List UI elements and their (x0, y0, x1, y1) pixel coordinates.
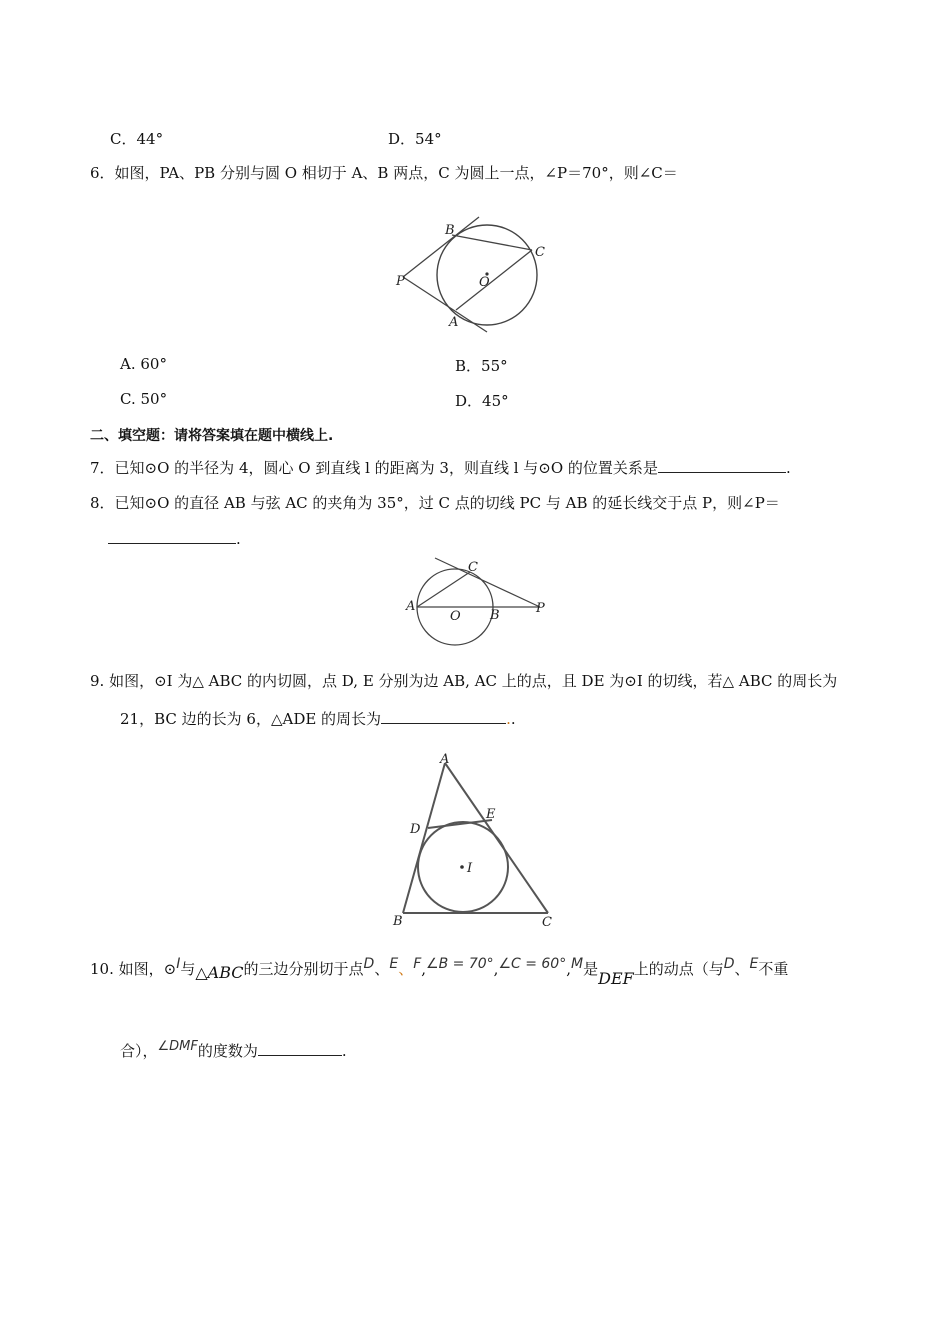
q10-math-m: M (571, 956, 584, 972)
q6-label-a: A (449, 315, 459, 330)
q8-figure (400, 555, 550, 650)
q8-answer-blank[interactable] (108, 529, 236, 544)
q9-answer-blank[interactable] (381, 709, 506, 724)
q10-line2-text: 合）， (120, 1042, 158, 1060)
q10-math-arc-def: DEF (598, 969, 634, 988)
q9-figure (390, 748, 565, 933)
q10-question-line1 (90, 956, 789, 988)
q10-math-angle-c: ∠C = 60° (498, 956, 567, 972)
q10-line2-mid: 的度数为 (197, 1042, 258, 1060)
q10-math-e2: E (749, 956, 759, 972)
q10-comma-1: , (421, 960, 427, 978)
q10-period: . (341, 1042, 347, 1060)
q8-label-o: O (450, 609, 461, 624)
q6-option-b: B．55° (455, 357, 508, 375)
q6-label-c: C (535, 245, 545, 260)
q10-sep-1: 、 (374, 960, 390, 978)
q9-period: . (510, 710, 516, 728)
q10-math-e: E (389, 956, 399, 972)
q8-label-c: C (468, 560, 478, 575)
q10-comma-2: , (493, 960, 499, 978)
q9-question-line2: 21，BC 边的长为 6，△ADE 的周长为 .. (120, 710, 516, 728)
q10-answer-blank[interactable] (258, 1041, 342, 1056)
q10-text-2: 与 (180, 960, 196, 978)
q6-option-a: A. 60° (120, 355, 167, 373)
q7-question (90, 457, 791, 478)
q9-line2-text: 21，BC 边的长为 6，△ADE 的周长为 (120, 710, 382, 728)
q10-text-5: 上的动点（与 (633, 960, 724, 978)
q10-math-f: F (413, 956, 422, 972)
q6-option-d: D．45° (455, 392, 509, 410)
q6-label-p: P (396, 274, 405, 289)
q10-math-d2: D (723, 956, 735, 972)
q10-text-6: 不重 (758, 960, 789, 978)
q6-option-c: C. 50° (120, 390, 168, 408)
q9-label-b: B (393, 914, 403, 929)
q10-math-d: D (363, 956, 375, 972)
q8-question-text: 8．已知⊙O 的直径 AB 与弦 AC 的夹角为 35°，过 C 点的切线 PC 与 AB 的延长线交于点 P，则∠P＝ (90, 494, 780, 512)
q10-question-line2 (120, 1040, 347, 1061)
q8-label-a: A (406, 599, 416, 614)
q10-math-angle-dmf: ∠DMF (157, 1039, 198, 1054)
q10-text-3: 的三边分别切于点 (243, 960, 364, 978)
q5-option-c: C．44° (110, 130, 164, 148)
q6-label-o: O (479, 275, 490, 290)
q8-label-p: P (536, 601, 545, 616)
q8-period: . (236, 530, 241, 548)
q10-sep-2: 、 (398, 960, 414, 978)
q6-question-text: 6．如图，PA、PB 分别与圆 O 相切于 A、B 两点，C 为圆上一点，∠P＝70°，则∠C＝ (90, 164, 678, 182)
q9-label-d: D (410, 822, 421, 837)
q10-comma-3: , (566, 960, 571, 978)
q9-label-i: I (467, 861, 473, 876)
q5-option-d: D．54° (388, 130, 442, 148)
q9-label-c: C (542, 915, 552, 930)
q6-label-b: B (445, 223, 455, 238)
q10-sep-3: 、 (734, 960, 750, 978)
q8-answer-line (108, 529, 241, 548)
q9-label-e: E (486, 807, 496, 822)
section-heading: 二、填空题：请将答案填在题中横线上. (90, 428, 334, 444)
q7-period: . (785, 459, 791, 477)
q10-math-i: I (176, 956, 181, 972)
q6-figure (390, 212, 560, 342)
q10-math-angle-b: ∠B = 70° (426, 956, 494, 972)
q10-math-triangle: △ABC (195, 963, 244, 982)
q8-label-b: B (490, 608, 500, 623)
q7-text: 7．已知⊙O 的半径为 4，圆心 O 到直线 l 的距离为 3，则直线 l 与⊙O 的位置关系是 (90, 459, 658, 477)
q9-label-a: A (440, 752, 450, 767)
q7-answer-blank[interactable] (658, 458, 786, 473)
q10-text-1: 10. 如图，⊙ (90, 960, 177, 978)
q10-text-4: 是 (583, 960, 599, 978)
q9-question-line1: 9. 如图，⊙I 为△ ABC 的内切圆，点 D, E 分别为边 AB, AC 上的点，且 DE 为⊙I 的切线，若△ ABC 的周长为 (90, 672, 838, 690)
